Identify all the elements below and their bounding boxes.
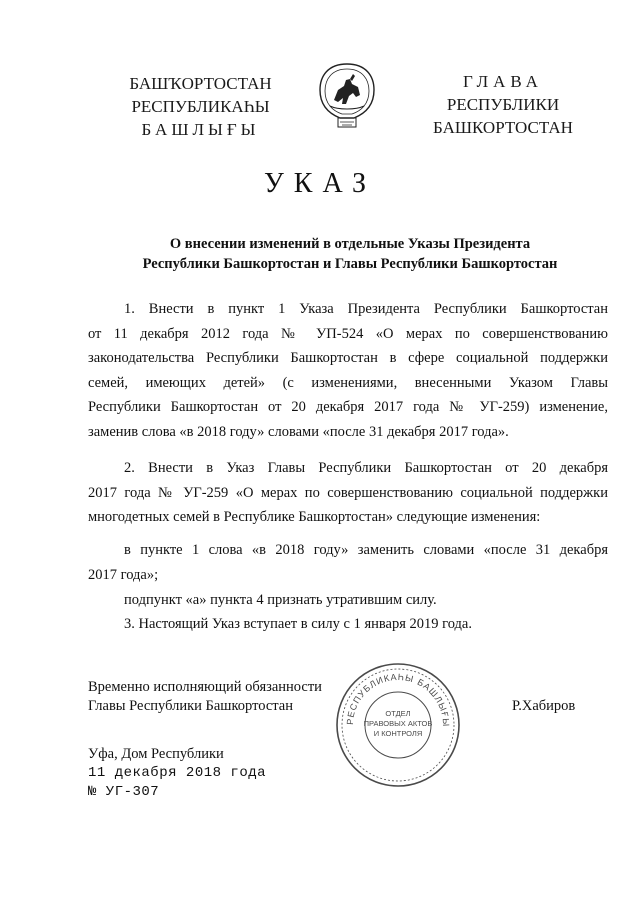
signatory-position-line-2: Главы Республики Башкортостан: [88, 698, 293, 714]
stamp-inner-line-1: ОТДЕЛ: [385, 709, 411, 718]
header-right-line-1: ГЛАВА: [463, 72, 543, 91]
signatory-name: Р.Хабиров: [512, 698, 576, 714]
paragraph-2: [88, 456, 608, 530]
stamp-inner-line-3: И КОНТРОЛЯ: [373, 729, 423, 738]
official-stamp: [333, 660, 463, 790]
stamp-outer-text: РЕСПУБЛИКАҺЫ БАШЛЫҒЫ: [344, 671, 452, 728]
paragraph-line: Республики Башкортостан от 20 декабря 2017 года № УГ-259) изменение,: [88, 399, 608, 415]
paragraph-2-item-1: [88, 538, 608, 587]
issue-details: [88, 745, 266, 802]
paragraph-line: в пункте 1 слова «в 2018 году» заменить словами «после 31 декабря: [124, 542, 608, 558]
paragraph-line: 2. Внести в Указ Главы Республики Башкортостан от 20 декабря: [124, 460, 608, 476]
paragraph-line: подпункт «а» пункта 4 признать утратившим силу.: [124, 592, 437, 608]
header-right-russian: [418, 70, 588, 139]
paragraph-line: 2017 года»;: [88, 566, 159, 583]
document-type-heading: УКАЗ: [263, 168, 377, 199]
paragraph-line: семей, имеющих детей» (с изменениями, внесенными Указом Главы: [88, 374, 608, 391]
coat-of-arms-icon: [316, 60, 378, 134]
signatory-position-line-1: Временно исполняющий обязанности: [88, 679, 322, 695]
paragraph-line: законодательства Республики Башкортостан в сфере социальной поддержки: [88, 350, 608, 366]
paragraph-2-item-2: [88, 588, 608, 613]
header-left-line-1: БАШҠОРТОСТАН: [129, 74, 272, 93]
paragraph-line: 3. Настоящий Указ вступает в силу с 1 января 2019 года.: [124, 616, 472, 632]
document-title: [100, 234, 600, 274]
signatory-position: [88, 678, 322, 716]
header-left-bashkir: [108, 72, 293, 141]
header-right-line-3: БАШКОРТОСТАН: [433, 118, 573, 137]
header-left-line-3: БАШЛЫҒЫ: [141, 120, 260, 139]
paragraph-1: [88, 297, 608, 444]
document-title-line-1: О внесении изменений в отдельные Указы Президента: [169, 236, 531, 252]
paragraph-line: 1. Внести в пункт 1 Указа Президента Республики Башкортостан: [124, 301, 608, 317]
header-right-line-2: РЕСПУБЛИКИ: [446, 95, 560, 114]
paragraph-line: многодетных семей в Республике Башкортостан» следующие изменения:: [88, 509, 541, 525]
issue-number: № УГ-307: [88, 784, 160, 800]
issue-place: Уфа, Дом Республики: [88, 746, 224, 762]
paragraph-3: [88, 612, 608, 637]
header-left-line-2: РЕСПУБЛИКАҺЫ: [131, 97, 270, 116]
paragraph-line: заменив слова «в 2018 году» словами «после 31 декабря 2017 года».: [88, 423, 509, 440]
document-title-line-2: Республики Башкортостан и Главы Республики Башкортостан: [142, 256, 558, 272]
paragraph-line: от 11 декабря 2012 года № УП-524 «О мерах по совершенствованию: [88, 325, 608, 342]
issue-date: 11 декабря 2018 года: [88, 765, 267, 781]
paragraph-line: 2017 года № УГ-259 «О мерах по совершенствованию социальной поддержки: [88, 484, 608, 501]
stamp-inner-line-2: ПРАВОВЫХ АКТОВ: [363, 719, 433, 728]
